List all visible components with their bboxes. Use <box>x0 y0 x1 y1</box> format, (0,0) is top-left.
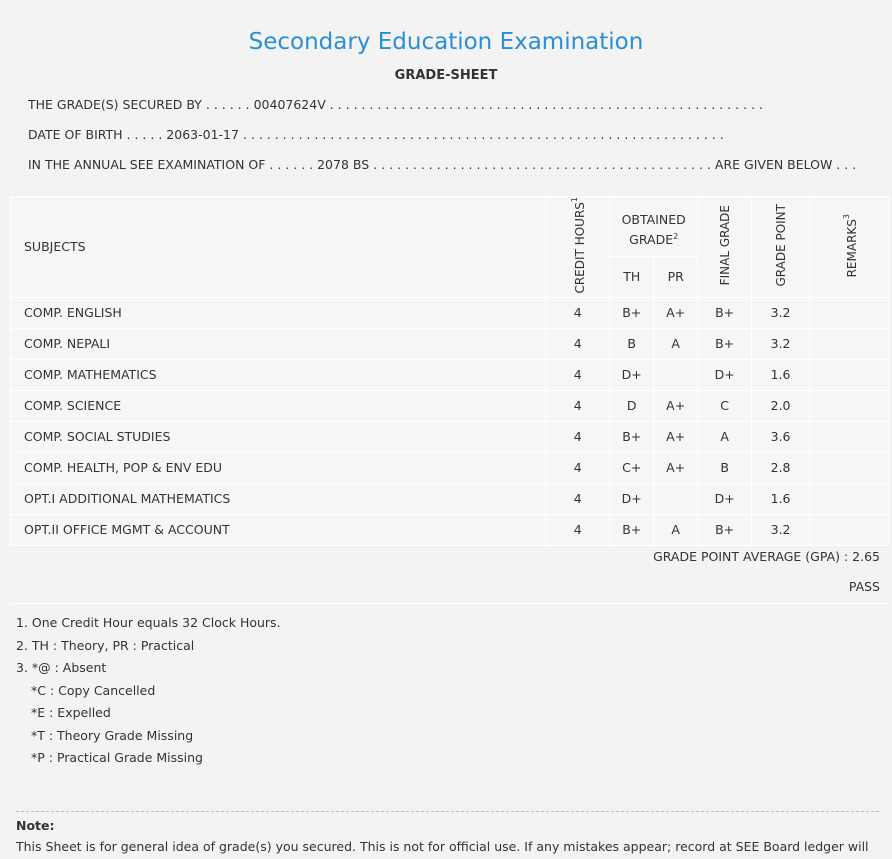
exam-dots: . . . . . . . . . . . . . . . . . . . . . . . . . . . . . . . . . . . . . . . . . . . <box>373 157 711 172</box>
grade-point-header: GRADE POINT <box>752 197 810 298</box>
credit-cell: 4 <box>546 359 610 390</box>
note-text: This Sheet is for general idea of grade(s) you secured. This is not for official use. If any mistakes appear; record at SEE Board ledger will <box>16 839 869 854</box>
page-subtitle: GRADE-SHEET <box>394 68 498 83</box>
table-row <box>11 421 889 452</box>
pr-cell: A <box>654 328 698 359</box>
table-row <box>11 328 889 359</box>
final-grade-cell: A <box>698 421 752 452</box>
grade-point-cell: 3.2 <box>752 328 810 359</box>
subject-cell: COMP. MATHEMATICS <box>11 359 546 390</box>
dob-line <box>28 120 892 150</box>
footnote-item: *C : Copy Cancelled <box>31 682 156 698</box>
grade-point-cell: 1.6 <box>752 483 810 514</box>
subject-cell: COMP. SCIENCE <box>11 390 546 421</box>
pr-cell: A+ <box>654 421 698 452</box>
table-row <box>11 514 889 545</box>
note-label: Note: <box>16 818 55 833</box>
pr-cell: A+ <box>654 390 698 421</box>
remarks-cell <box>810 483 889 514</box>
symbol-value: 00407624V <box>253 97 326 112</box>
table-row <box>11 297 889 328</box>
credit-cell: 4 <box>546 514 610 545</box>
footnotes <box>16 612 281 770</box>
symbol-line <box>28 90 892 120</box>
exam-line <box>28 150 892 180</box>
note-section <box>16 815 869 857</box>
symbol-label: THE GRADE(S) SECURED BY . . . . . . <box>28 97 250 112</box>
subject-cell: COMP. SOCIAL STUDIES <box>11 421 546 452</box>
table-row <box>11 390 889 421</box>
footnote-item: *E : Expelled <box>31 705 111 720</box>
remarks-cell <box>810 328 889 359</box>
subjects-header: SUBJECTS <box>11 197 546 298</box>
footnote-item: 3. *@ : Absent <box>16 660 107 675</box>
credit-cell: 4 <box>546 452 610 483</box>
table-row <box>11 452 889 483</box>
pr-header: PR <box>654 257 698 297</box>
th-cell: B+ <box>610 514 654 545</box>
pr-cell <box>654 359 698 390</box>
pr-cell: A+ <box>654 452 698 483</box>
grade-point-cell: 3.6 <box>752 421 810 452</box>
remarks-cell <box>810 421 889 452</box>
gpa-summary: GRADE POINT AVERAGE (GPA) : 2.65 <box>653 549 880 564</box>
grades-body <box>11 297 889 545</box>
pr-cell: A+ <box>654 297 698 328</box>
remarks-header: REMARKS$^3$ <box>810 197 889 298</box>
credit-cell: 4 <box>546 297 610 328</box>
th-cell: D <box>610 390 654 421</box>
symbol-dots: . . . . . . . . . . . . . . . . . . . . . . . . . . . . . . . . . . . . . . . . . . . . . . . . . . . . . . . <box>329 97 763 112</box>
th-cell: C+ <box>610 452 654 483</box>
grades-table <box>10 196 889 546</box>
final-grade-cell: B+ <box>698 514 752 545</box>
th-header: TH <box>610 257 654 297</box>
dob-value: 2063-01-17 <box>166 127 239 142</box>
remarks-cell <box>810 452 889 483</box>
remarks-cell <box>810 297 889 328</box>
final-grade-header: FINAL GRADE <box>698 197 752 298</box>
credit-cell: 4 <box>546 328 610 359</box>
grade-point-cell: 2.8 <box>752 452 810 483</box>
table-row <box>11 359 889 390</box>
subject-cell: COMP. HEALTH, POP & ENV EDU <box>11 452 546 483</box>
subject-cell: COMP. NEPALI <box>11 328 546 359</box>
pr-cell: A <box>654 514 698 545</box>
exam-label: IN THE ANNUAL SEE EXAMINATION OF . . . . . . <box>28 157 314 172</box>
remarks-cell <box>810 514 889 545</box>
th-cell: B+ <box>610 297 654 328</box>
dob-label: DATE OF BIRTH . . . . . <box>28 127 163 142</box>
final-grade-cell: D+ <box>698 359 752 390</box>
footnote-item: *T : Theory Grade Missing <box>31 727 194 743</box>
remarks-cell <box>810 359 889 390</box>
dashed-divider <box>16 811 879 812</box>
result-status: PASS <box>848 579 880 594</box>
th-cell: B <box>610 328 654 359</box>
grade-point-cell: 3.2 <box>752 297 810 328</box>
obtained-grade-header: OBTAINED GRADE$^2$ <box>610 197 698 257</box>
grade-point-cell: 2.0 <box>752 390 810 421</box>
th-cell: B+ <box>610 421 654 452</box>
th-cell: D+ <box>610 359 654 390</box>
footnote-item: *P : Practical Grade Missing <box>31 750 203 765</box>
table-row <box>11 483 889 514</box>
subject-cell: OPT.II OFFICE MGMT & ACCOUNT <box>11 514 546 545</box>
credit-cell: 4 <box>546 421 610 452</box>
th-cell: D+ <box>610 483 654 514</box>
credit-cell: 4 <box>546 483 610 514</box>
divider <box>10 603 889 604</box>
student-info <box>28 90 892 180</box>
credit-cell: 4 <box>546 390 610 421</box>
exam-suffix: ARE GIVEN BELOW . . . <box>714 157 857 172</box>
footnote-item: 2. TH : Theory, PR : Practical <box>16 637 195 653</box>
exam-value: 2078 BS <box>317 157 370 172</box>
grade-point-cell: 3.2 <box>752 514 810 545</box>
subject-cell: OPT.I ADDITIONAL MATHEMATICS <box>11 483 546 514</box>
final-grade-cell: B <box>698 452 752 483</box>
page-title: Secondary Education Examination <box>248 29 644 55</box>
pr-cell <box>654 483 698 514</box>
final-grade-cell: B+ <box>698 297 752 328</box>
subject-cell: COMP. ENGLISH <box>11 297 546 328</box>
final-grade-cell: B+ <box>698 328 752 359</box>
grade-point-cell: 1.6 <box>752 359 810 390</box>
dob-dots: . . . . . . . . . . . . . . . . . . . . . . . . . . . . . . . . . . . . . . . . . . . . . . . . . . . . . . . . . . . . . <box>242 127 724 142</box>
remarks-cell <box>810 390 889 421</box>
final-grade-cell: D+ <box>698 483 752 514</box>
footnote-item: 1. One Credit Hour equals 32 Clock Hours. <box>16 615 281 630</box>
final-grade-cell: C <box>698 390 752 421</box>
credit-hours-header: CREDIT HOURS$^1$ <box>546 197 610 298</box>
